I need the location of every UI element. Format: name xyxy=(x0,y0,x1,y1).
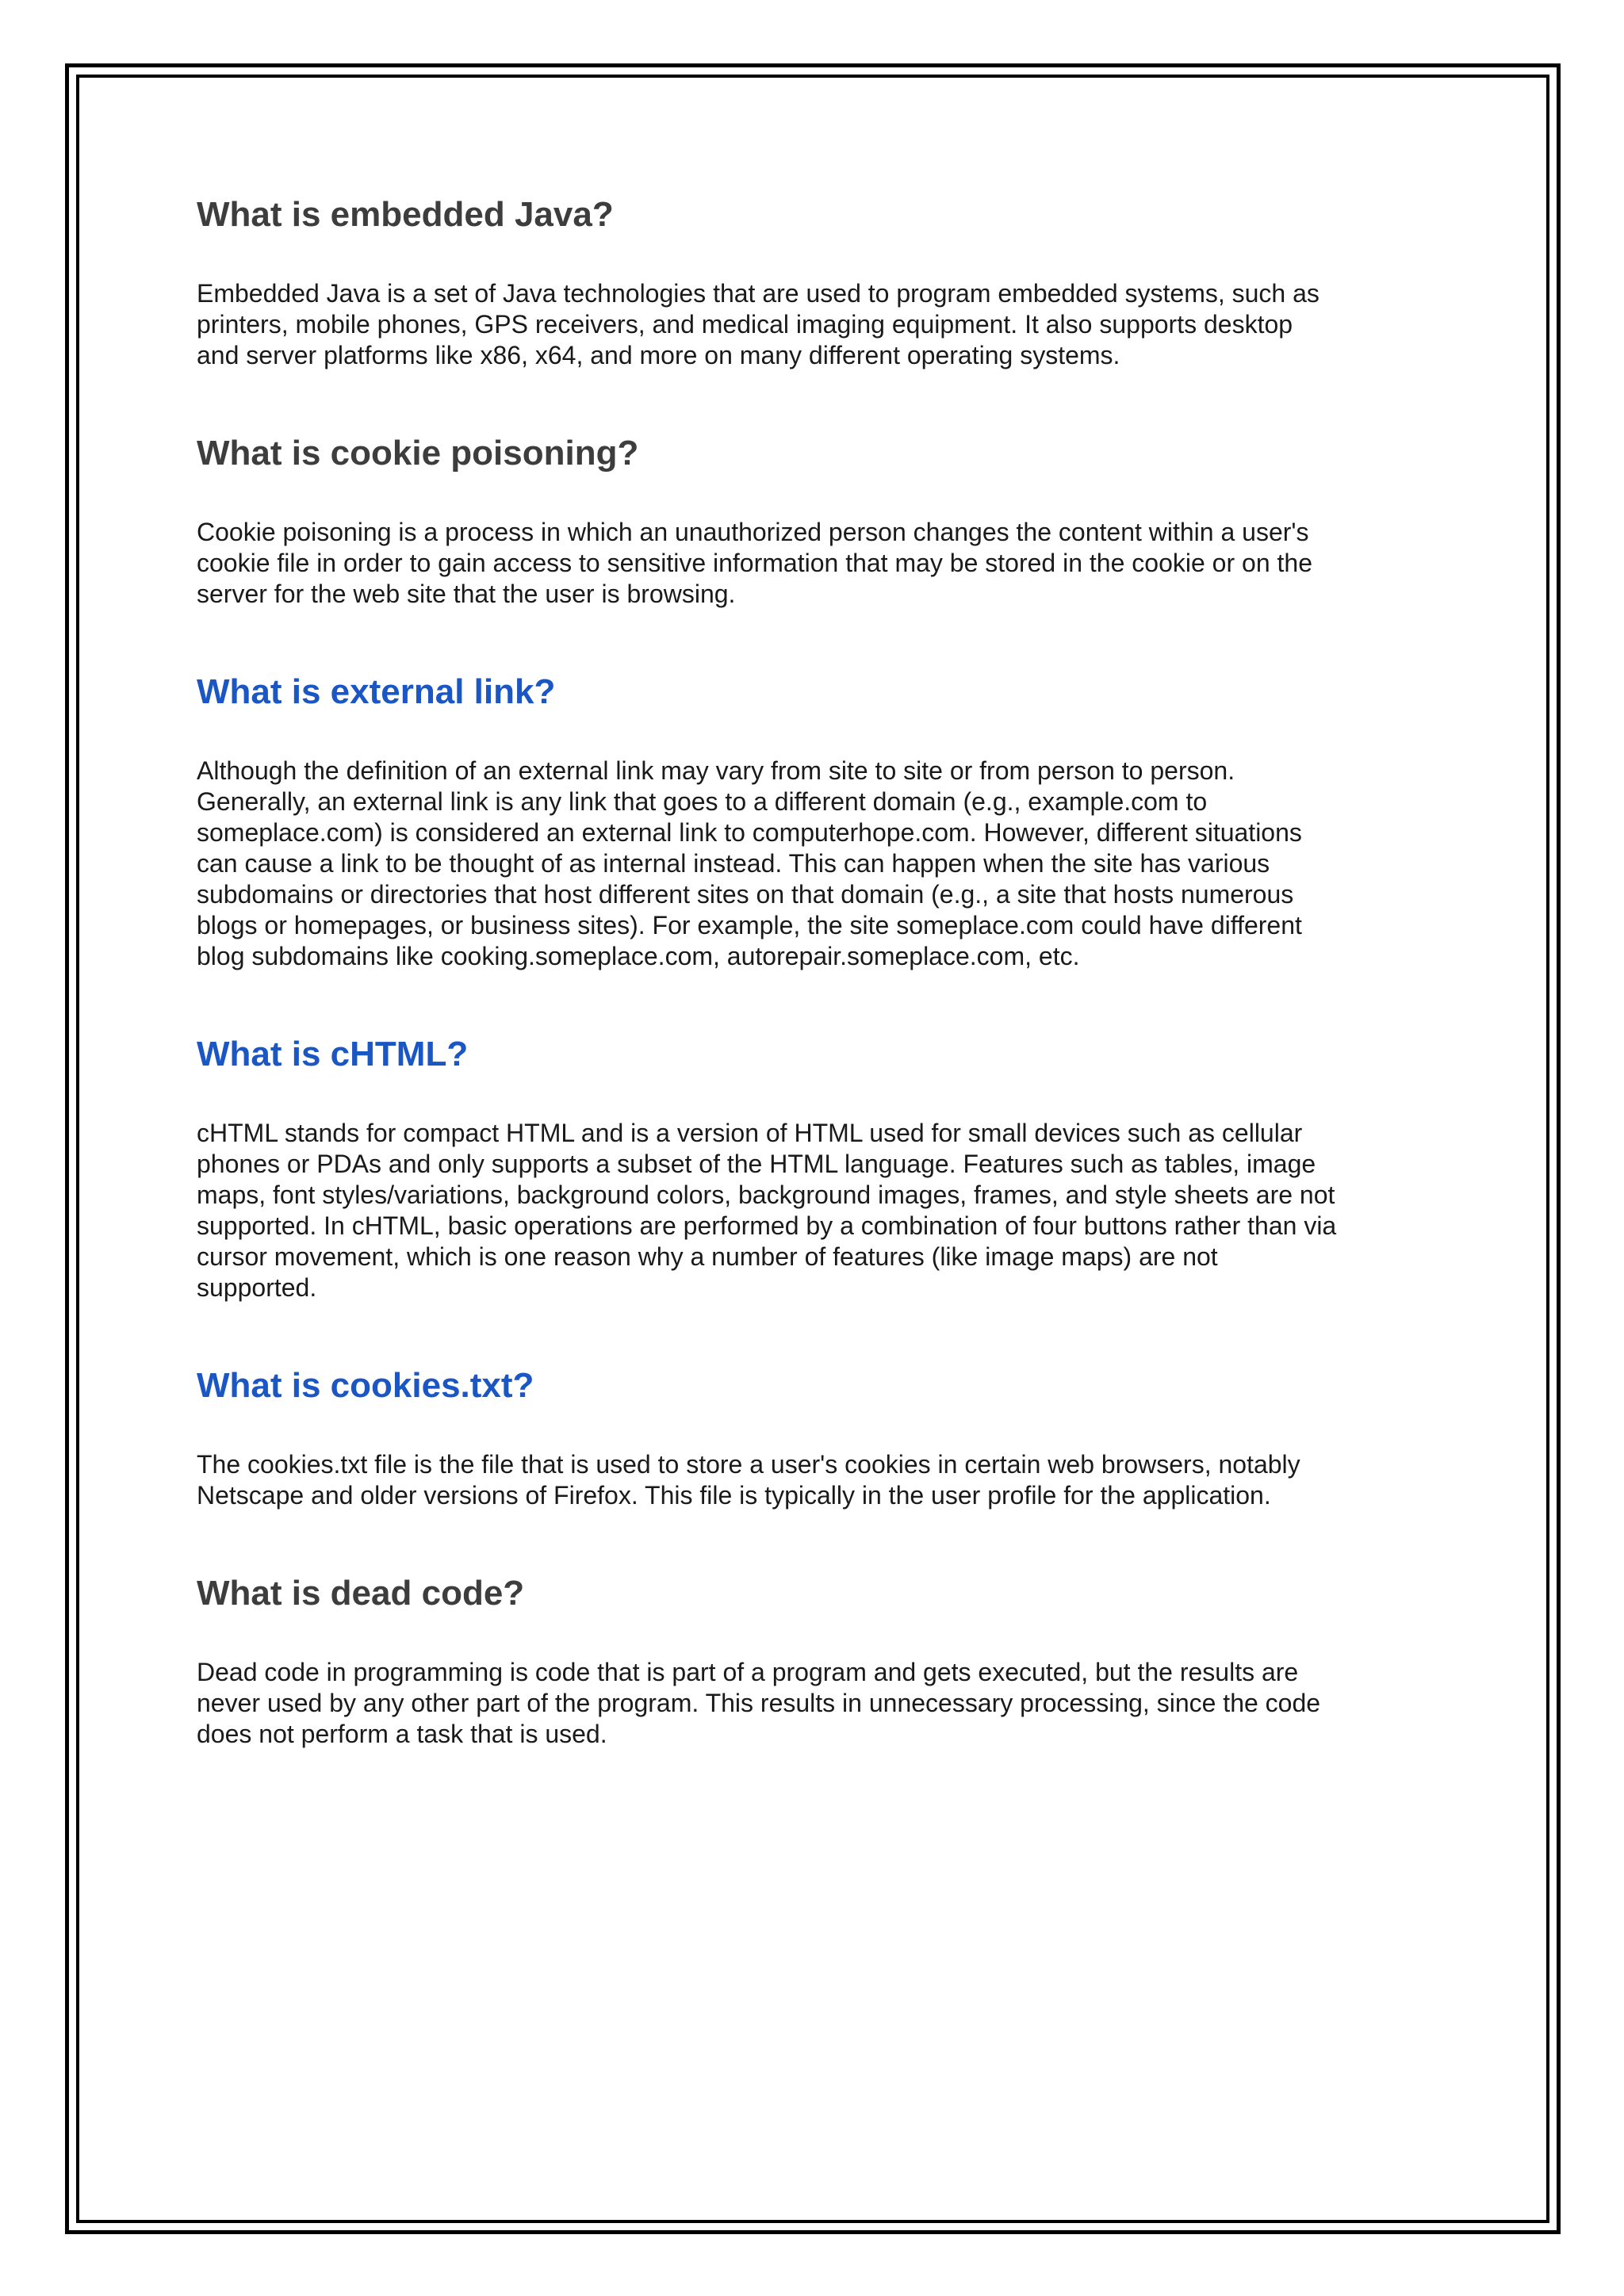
body-line: and server platforms like x86, x64, and more on many different operating systems. xyxy=(197,341,1120,369)
body-line: supported. xyxy=(197,1273,317,1302)
body-chtml xyxy=(197,1118,1450,1303)
section-embedded-java xyxy=(197,194,1450,371)
section-external-link xyxy=(197,672,1450,972)
body-line: subdomains or directories that host different sites on that domain (e.g., a site that hosts numerous xyxy=(197,880,1294,909)
body-line: blog subdomains like cooking.someplace.com, autorepair.someplace.com, etc. xyxy=(197,942,1080,970)
body-line: The cookies.txt file is the file that is used to store a user's cookies in certain web browsers, notably xyxy=(197,1450,1300,1479)
body-line: cHTML stands for compact HTML and is a version of HTML used for small devices such as cellular xyxy=(197,1119,1303,1147)
heading-cookie-poisoning: What is cookie poisoning? xyxy=(197,434,639,473)
body-line: someplace.com) is considered an external link to computerhope.com. However, different situations xyxy=(197,818,1302,847)
body-line: phones or PDAs and only supports a subset of the HTML language. Features such as tables, image xyxy=(197,1150,1316,1178)
body-line: never used by any other part of the program. This results in unnecessary processing, since the code xyxy=(197,1689,1321,1717)
body-embedded-java xyxy=(197,278,1450,371)
body-line: does not perform a task that is used. xyxy=(197,1720,607,1748)
section-chtml xyxy=(197,1034,1450,1303)
body-line: can cause a link to be thought of as internal instead. This can happen when the site has various xyxy=(197,849,1270,878)
heading-external-link[interactable]: What is external link? xyxy=(197,672,556,711)
heading-cookies-txt[interactable]: What is cookies.txt? xyxy=(197,1366,534,1405)
body-line: maps, font styles/variations, background colors, background images, frames, and style sheets are not xyxy=(197,1181,1335,1209)
body-cookie-poisoning xyxy=(197,517,1450,610)
body-dead-code xyxy=(197,1657,1450,1750)
body-line: blogs or homepages, or business sites). For example, the site someplace.com could have different xyxy=(197,911,1302,939)
section-cookies-txt xyxy=(197,1365,1450,1511)
body-line: Cookie poisoning is a process in which an unauthorized person changes the content within a user's xyxy=(197,518,1309,546)
body-line: server for the web site that the user is browsing. xyxy=(197,580,736,608)
section-cookie-poisoning xyxy=(197,433,1450,610)
body-line: Although the definition of an external link may vary from site to site or from person to person. xyxy=(197,756,1235,785)
body-line: cursor movement, which is one reason why a number of features (like image maps) are not xyxy=(197,1242,1218,1271)
body-line: Netscape and older versions of Firefox. This file is typically in the user profile for the application. xyxy=(197,1481,1271,1510)
body-line: Dead code in programming is code that is part of a program and gets executed, but the results are xyxy=(197,1658,1299,1686)
section-dead-code xyxy=(197,1573,1450,1750)
body-line: supported. In cHTML, basic operations are performed by a combination of four buttons rather than via xyxy=(197,1211,1337,1240)
heading-embedded-java: What is embedded Java? xyxy=(197,195,614,234)
body-line: Embedded Java is a set of Java technologies that are used to program embedded systems, such as xyxy=(197,279,1320,308)
heading-chtml[interactable]: What is cHTML? xyxy=(197,1035,469,1073)
body-cookies-txt xyxy=(197,1449,1450,1511)
body-line: printers, mobile phones, GPS receivers, and medical imaging equipment. It also supports desktop xyxy=(197,310,1293,339)
document-content xyxy=(197,194,1450,1750)
body-external-link xyxy=(197,756,1450,972)
body-line: cookie file in order to gain access to sensitive information that may be stored in the cookie or on the xyxy=(197,549,1312,577)
body-line: Generally, an external link is any link that goes to a different domain (e.g., example.com to xyxy=(197,787,1208,816)
heading-dead-code: What is dead code? xyxy=(197,1574,525,1613)
